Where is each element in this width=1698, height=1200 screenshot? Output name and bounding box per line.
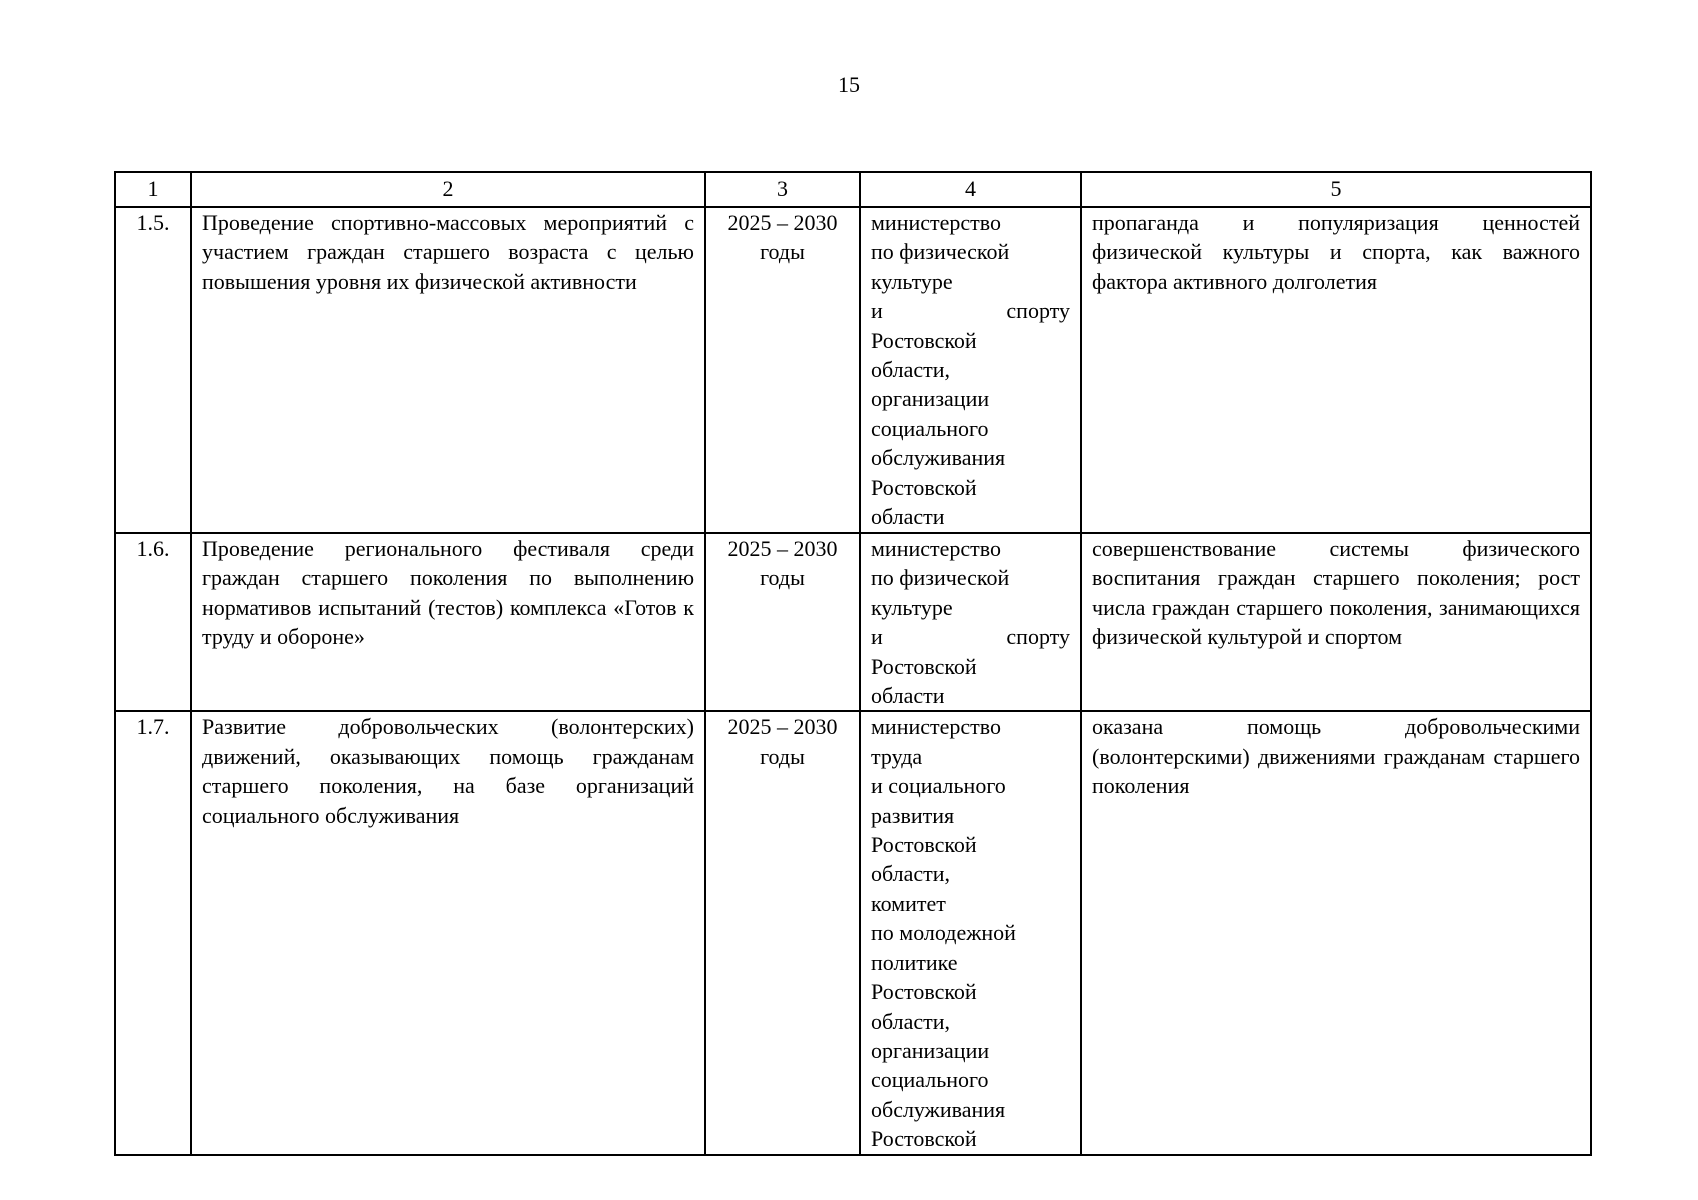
executors-cell: [860, 533, 1081, 711]
executor-line: комитет: [871, 890, 946, 916]
column-header-2: 2: [191, 172, 705, 207]
column-header-5: 5: [1081, 172, 1591, 207]
result-text: пропаганда и популяризация ценностей физической культуры и спорта, как важного фактора активного долголетия: [1081, 207, 1591, 533]
period-text: 2025 – 2030 годы: [705, 711, 860, 1154]
executor-line: области: [871, 504, 945, 530]
executor-line: министерство: [871, 536, 1002, 561]
executor-line: министерство: [871, 714, 1002, 740]
executor-line: социального: [871, 415, 989, 441]
table-row: [115, 207, 1591, 533]
executor-line: обслуживания: [871, 1096, 1006, 1122]
executor-line: области,: [871, 861, 951, 887]
measure-text: Проведение спортивно-массовых мероприятий с участием граждан старшего возраста с целью повышения уровня их физической активности: [191, 207, 705, 533]
executor-line: развития: [871, 802, 955, 828]
executor-line: области: [871, 683, 945, 709]
executor-line: и социального: [871, 773, 1006, 799]
period-text: 2025 – 2030 годы: [705, 207, 860, 533]
executor-line: Ростовской: [871, 653, 977, 679]
table-header-row: [115, 172, 1591, 207]
result-text: оказана помощь добровольческими (волонтерскими) движениями гражданам старшего поколения: [1081, 711, 1591, 1154]
page-number: 15: [838, 72, 860, 97]
executor-line: Ростовской: [871, 327, 977, 353]
executor-line: и спорту: [871, 298, 1070, 324]
executor-line: организации: [871, 1037, 990, 1063]
table-row: [115, 711, 1591, 1154]
column-header-4: 4: [860, 172, 1081, 207]
period-text: 2025 – 2030 годы: [705, 533, 860, 711]
executor-line: социального: [871, 1067, 989, 1093]
table-row: [115, 533, 1591, 711]
executors-cell: [860, 711, 1081, 1154]
measure-text: Развитие добровольческих (волонтерских) движений, оказывающих помощь гражданам старшего поколения, на базе организаций социального обслуживания: [191, 711, 705, 1154]
executor-line: области,: [871, 357, 951, 383]
row-number: 1.6.: [115, 533, 191, 711]
measures-table: [114, 171, 1592, 1156]
column-header-3: 3: [705, 172, 860, 207]
executor-line: обслуживания: [871, 445, 1006, 471]
row-number: 1.5.: [115, 207, 191, 533]
executor-line: культуре: [871, 594, 953, 620]
executor-line: по физической: [871, 239, 1010, 265]
executor-line: Ростовской: [871, 474, 977, 500]
executor-line: по физической: [871, 565, 1010, 591]
executor-line: министерство: [871, 210, 1002, 235]
executor-line: Ростовской: [871, 979, 977, 1005]
measure-text: Проведение регионального фестиваля среди граждан старшего поколения по выполнению нормативов испытаний (тестов) комплекса «Готов к труду и обороне»: [191, 533, 705, 711]
column-header-1: 1: [115, 172, 191, 207]
executor-line: труда: [871, 743, 923, 769]
executor-line: Ростовской: [871, 832, 977, 858]
executor-line: области,: [871, 1008, 951, 1034]
executor-line: культуре: [871, 268, 953, 294]
result-text: совершенствование системы физического воспитания граждан старшего поколения; рост числа граждан старшего поколения, занимающихся физической культурой и спортом: [1081, 533, 1591, 711]
executor-line: организации: [871, 386, 990, 412]
executor-line: и спорту: [871, 624, 1070, 650]
executor-line: Ростовской: [871, 1126, 977, 1152]
executor-line: по молодежной: [871, 920, 1016, 946]
row-number: 1.7.: [115, 711, 191, 1154]
executor-line: политике: [871, 949, 958, 975]
executors-cell: [860, 207, 1081, 533]
